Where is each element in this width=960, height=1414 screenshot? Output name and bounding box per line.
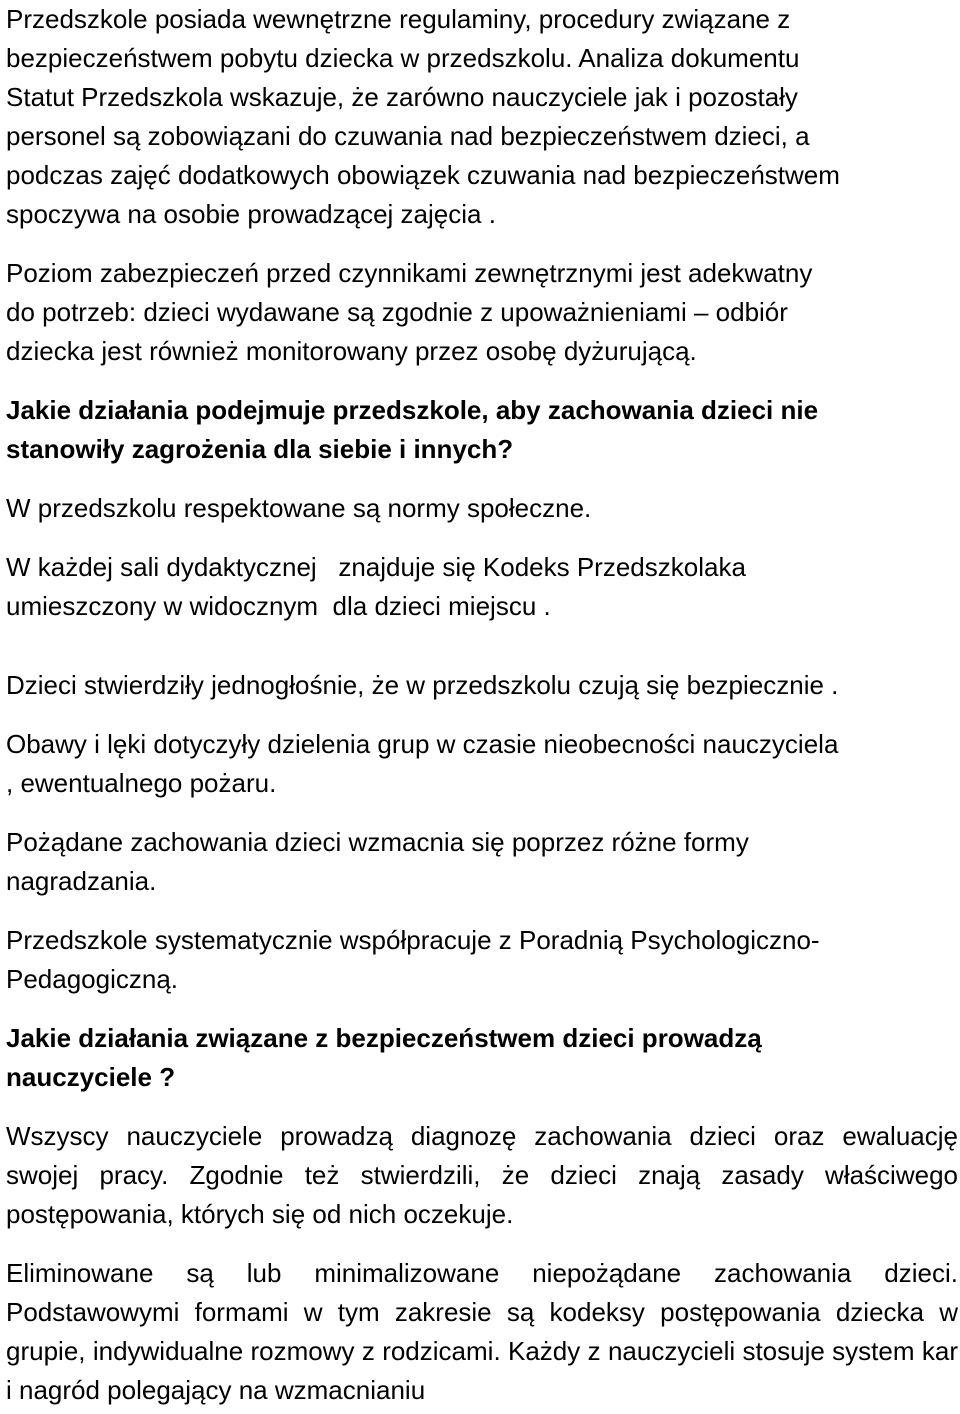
question-heading-teacher-actions — [6, 1019, 958, 1097]
paragraph-rewards — [6, 823, 958, 901]
document-page — [6, 0, 958, 1410]
text-line: W każdej sali dydaktycznej znajduje się Kodeks Przedszkolaka — [6, 552, 746, 582]
text-line: podczas zajęć dodatkowych obowiązek czuwania nad bezpieczeństwem — [6, 160, 840, 190]
text-line: właściwego postępowania, których się od nich oczekuje. — [6, 1160, 958, 1229]
paragraph-eliminating-behaviors — [6, 1254, 958, 1410]
text-line: Pożądane zachowania dzieci wzmacnia się poprzez różne formy — [6, 827, 749, 857]
paragraph-fears — [6, 725, 958, 803]
text-line: Jakie działania podejmuje przedszkole, aby zachowania dzieci nie — [6, 395, 819, 425]
text-line: Pedagogiczną. — [6, 964, 179, 994]
text-line: nauczyciele ? — [6, 1062, 176, 1092]
text-line: Przedszkole posiada wewnętrzne regulaminy, procedury związane z — [6, 4, 791, 34]
text-line: do potrzeb: dzieci wydawane są zgodnie z upoważnieniami – odbiór — [6, 297, 788, 327]
text-line: Statut Przedszkola wskazuje, że zarówno nauczyciele jak i pozostały — [6, 82, 798, 112]
text-line: umieszczony w widocznym dla dzieci miejscu . — [6, 591, 551, 621]
question-heading-preschool-actions — [6, 391, 958, 469]
text-line: spoczywa na osobie prowadzącej zajęcia . — [6, 199, 496, 229]
text-line: personel są zobowiązani do czuwania nad bezpieczeństwem dzieci, a — [6, 121, 810, 151]
text-line: nagradzania. — [6, 866, 157, 896]
text-line: dziecka w grupie, indywidualne rozmowy z rodzicami. Każdy z — [6, 1297, 958, 1366]
text-line: W przedszkolu respektowane są normy społeczne. — [6, 493, 592, 523]
text-line: Poziom zabezpieczeń przed czynnikami zewnętrznymi jest adekwatny — [6, 258, 813, 288]
text-line: Przedszkole systematycznie współpracuje z Poradnią Psychologiczno- — [6, 925, 820, 955]
paragraph-preschooler-code — [6, 548, 958, 626]
text-line: Podstawowymi formami w tym zakresie są kodeksy postępowania — [6, 1297, 821, 1327]
paragraph-teachers-diagnosis — [6, 1117, 958, 1234]
paragraph-counseling-cooperation — [6, 921, 958, 999]
paragraph-children-feel-safe — [6, 666, 958, 705]
text-line: stanowiły zagrożenia dla siebie i innych? — [6, 434, 514, 464]
text-line: Jakie działania związane z bezpieczeństwem dzieci prowadzą — [6, 1023, 762, 1053]
paragraph-regulations — [6, 0, 958, 234]
text-line: , ewentualnego pożaru. — [6, 768, 277, 798]
text-line: nauczycieli stosuje system kar i nagród polegający na wzmacnianiu — [6, 1336, 958, 1405]
text-line: Obawy i lęki dotyczyły dzielenia grup w czasie nieobecności nauczyciela — [6, 729, 839, 759]
text-line: ewaluację swojej pracy. Zgodnie też stwierdzili, że dzieci znają zasady — [6, 1121, 958, 1190]
text-line: Dzieci stwierdziły jednogłośnie, że w przedszkolu czują się bezpiecznie . — [6, 670, 839, 700]
paragraph-security-level — [6, 254, 958, 371]
text-line: Eliminowane są lub minimalizowane niepożądane zachowania dzieci. — [6, 1258, 958, 1288]
text-line: Wszyscy nauczyciele prowadzą diagnozę zachowania dzieci oraz — [6, 1121, 825, 1151]
text-line: bezpieczeństwem pobytu dziecka w przedszkolu. Analiza dokumentu — [6, 43, 800, 73]
paragraph-social-norms — [6, 489, 958, 528]
text-line: dziecka jest również monitorowany przez osobę dyżurującą. — [6, 336, 697, 366]
